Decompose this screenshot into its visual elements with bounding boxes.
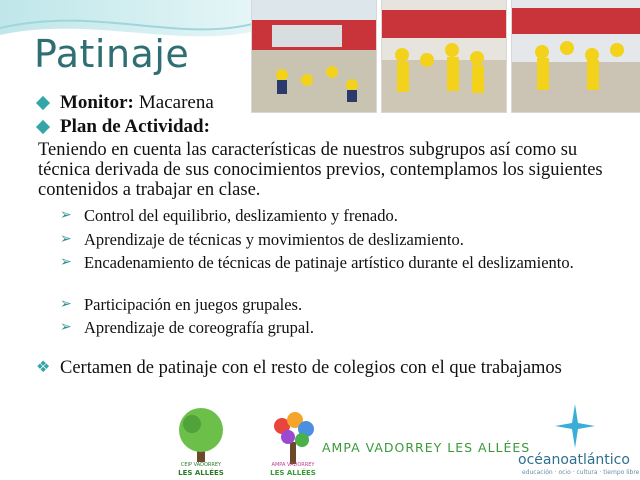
- content-item: ➢ Aprendizaje de coreografía grupal.: [60, 318, 314, 337]
- oceano-logo-text: océanoatlántico: [518, 452, 630, 468]
- content-item: ➢ Control del equilibrio, deslizamiento y frenado.: [60, 206, 398, 225]
- arrow-bullet-icon: ➢: [60, 297, 72, 312]
- intro-paragraph: Teniendo en cuenta las características de nuestros subgrupos así como su técnica derivada de sus conocimientos previos, contemplamos los siguientes contenidos a trabajar en clase.: [38, 140, 603, 200]
- content-item: ➢ Aprendizaje de técnicas y movimientos de deslizamiento.: [60, 230, 464, 249]
- arrow-bullet-icon: ➢: [60, 232, 72, 247]
- certamen-item: ❖ Certamen de patinaje con el resto de colegios con el que trabajamos: [36, 358, 562, 378]
- school-logo-small-text: CEIP VADORREY: [180, 462, 222, 468]
- ampa-logo-small-text: AMPA VADORREY: [271, 462, 315, 468]
- plan-label: Plan de Actividad:: [60, 116, 210, 137]
- page-title: Patinaje: [34, 32, 190, 76]
- diamond-cluster-bullet-icon: ❖: [36, 359, 51, 376]
- diamond-bullet-icon: [36, 120, 50, 134]
- plan-row: [36, 116, 215, 138]
- skating-photo-3: [512, 0, 640, 112]
- star-sparkle-icon: [555, 404, 595, 448]
- arrow-bullet-icon: ➢: [60, 320, 72, 335]
- monitor-row: [36, 92, 214, 114]
- content-item: ➢ Encadenamiento de técnicas de patinaje artístico durante el deslizamiento.: [60, 253, 574, 272]
- skating-photo-1: [252, 0, 376, 112]
- arrow-bullet-icon: ➢: [60, 208, 72, 223]
- diamond-bullet-icon: [36, 96, 50, 110]
- monitor-value: Macarena: [138, 92, 214, 113]
- ampa-name-text: AMPA VADORREY LES ALLÉES: [322, 440, 531, 455]
- school-logo-name: LES ALLÉES: [178, 469, 224, 477]
- ampa-logo-name: LES ALLÉES: [270, 469, 316, 477]
- skating-photo-2: [382, 0, 506, 112]
- arrow-bullet-icon: ➢: [60, 255, 72, 270]
- monitor-label: Monitor:: [60, 92, 134, 113]
- oceano-tagline: educación · ocio · cultura · tiempo libre: [522, 469, 640, 476]
- content-item: ➢ Participación en juegos grupales.: [60, 295, 303, 314]
